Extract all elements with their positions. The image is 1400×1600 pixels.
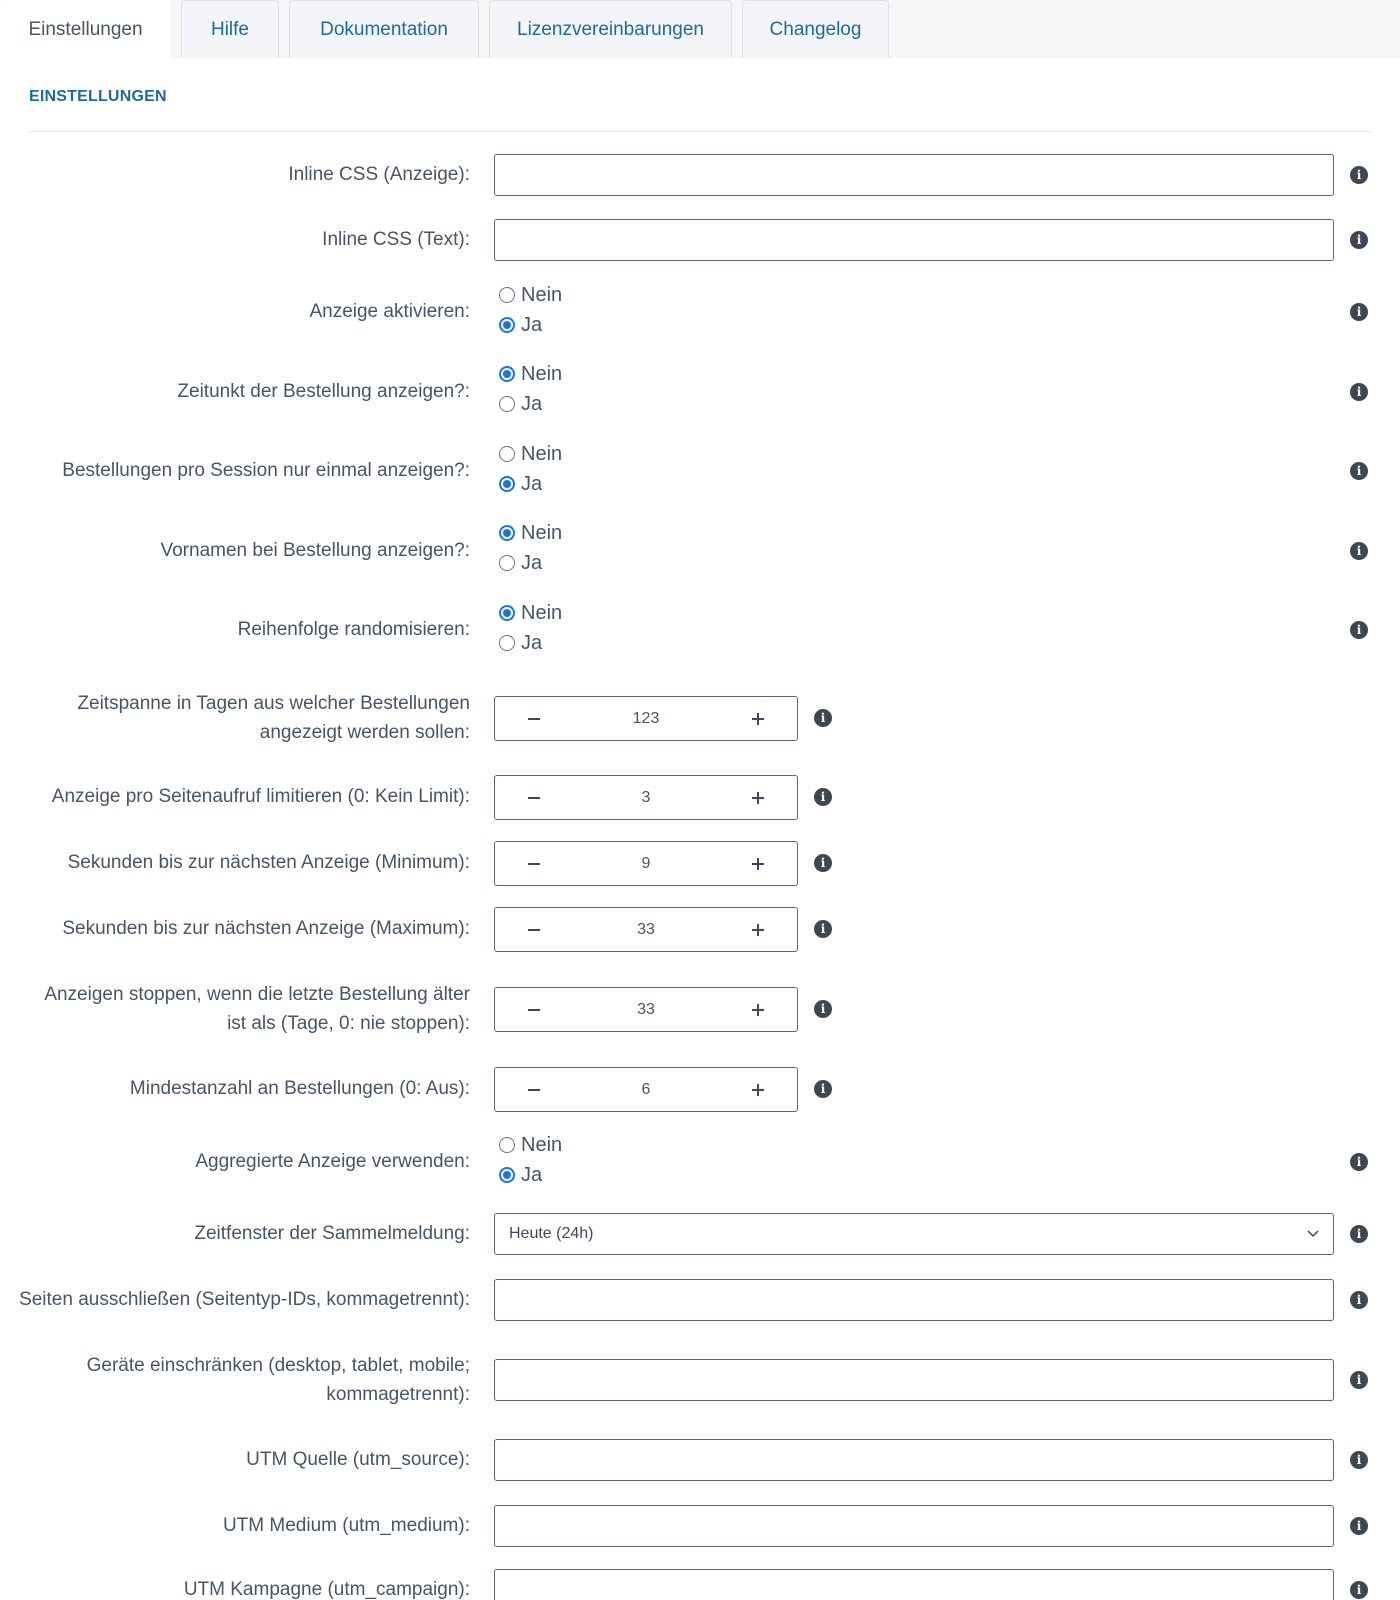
field-label: Anzeige pro Seitenaufruf limitieren (0: Kein Limit): bbox=[51, 786, 470, 807]
info-icon[interactable]: i bbox=[814, 854, 832, 872]
field-label: Zeitspanne in Tagen aus welcher Bestellungen angezeigt werden sollen: bbox=[77, 693, 470, 743]
stepper-value[interactable]: 9 bbox=[641, 854, 651, 872]
field-label: Reihenfolge randomisieren: bbox=[237, 619, 470, 640]
radio-group bbox=[499, 359, 562, 419]
plus-icon[interactable] bbox=[719, 776, 797, 819]
number-stepper bbox=[494, 987, 798, 1032]
field-label: Zeitunkt der Bestellung anzeigen?: bbox=[177, 381, 470, 402]
radio-button[interactable] bbox=[499, 555, 515, 571]
text-input[interactable] bbox=[494, 219, 1334, 261]
info-icon[interactable]: i bbox=[1350, 1451, 1368, 1469]
info-icon[interactable]: i bbox=[814, 1000, 832, 1018]
select-value: Heute (24h) bbox=[509, 1225, 594, 1242]
field-label: UTM Quelle (utm_source): bbox=[246, 1449, 470, 1470]
minus-icon[interactable] bbox=[495, 842, 573, 885]
number-stepper bbox=[494, 907, 798, 952]
text-input[interactable] bbox=[494, 154, 1334, 196]
info-icon[interactable]: i bbox=[1350, 1581, 1368, 1599]
radio-option-ja[interactable] bbox=[499, 310, 562, 340]
field-label: Anzeigen stoppen, wenn die letzte Bestellung älter ist als (Tage, 0: nie stoppen): bbox=[44, 984, 470, 1034]
radio-option-nein[interactable] bbox=[499, 518, 562, 548]
chevron-down-icon bbox=[1307, 1225, 1319, 1243]
stepper-value[interactable]: 123 bbox=[632, 709, 660, 727]
info-icon[interactable]: i bbox=[1350, 542, 1368, 560]
number-stepper bbox=[494, 1067, 798, 1112]
number-stepper bbox=[494, 841, 798, 886]
radio-group bbox=[499, 439, 562, 499]
field-label: Geräte einschränken (desktop, tablet, mobile; kommagetrennt): bbox=[86, 1355, 470, 1405]
number-stepper bbox=[494, 775, 798, 820]
minus-icon[interactable] bbox=[495, 908, 573, 951]
radio-label: Nein bbox=[521, 601, 563, 624]
radio-label: Ja bbox=[521, 472, 543, 495]
stepper-value[interactable]: 3 bbox=[641, 788, 651, 806]
timeframe-select[interactable] bbox=[494, 1213, 1334, 1255]
text-input[interactable] bbox=[494, 1505, 1334, 1547]
info-icon[interactable]: i bbox=[1350, 383, 1368, 401]
number-stepper bbox=[494, 696, 798, 741]
field-label: Aggregierte Anzeige verwenden: bbox=[195, 1151, 470, 1172]
radio-option-ja[interactable] bbox=[499, 389, 562, 419]
field-label: Anzeige aktivieren: bbox=[309, 301, 470, 322]
field-label: Mindestanzahl an Bestellungen (0: Aus): bbox=[129, 1078, 470, 1099]
info-icon[interactable]: i bbox=[814, 788, 832, 806]
field-label: Zeitfenster der Sammelmeldung: bbox=[194, 1223, 470, 1244]
radio-label: Ja bbox=[521, 551, 543, 574]
radio-option-nein[interactable] bbox=[499, 598, 562, 628]
stepper-value[interactable]: 6 bbox=[641, 1080, 651, 1098]
info-icon[interactable]: i bbox=[814, 920, 832, 938]
text-input[interactable] bbox=[494, 1569, 1334, 1600]
radio-button[interactable] bbox=[499, 1167, 515, 1183]
radio-label: Ja bbox=[521, 631, 543, 654]
radio-label: Ja bbox=[521, 392, 543, 415]
field-label: UTM Medium (utm_medium): bbox=[222, 1515, 470, 1536]
plus-icon[interactable] bbox=[719, 697, 797, 740]
minus-icon[interactable] bbox=[495, 776, 573, 819]
radio-option-nein[interactable] bbox=[499, 1130, 562, 1160]
tab-einstellungen[interactable]: Einstellungen bbox=[0, 0, 171, 58]
radio-group bbox=[499, 598, 562, 658]
radio-button[interactable] bbox=[499, 317, 515, 333]
section-divider bbox=[29, 131, 1371, 132]
radio-group bbox=[499, 518, 562, 578]
radio-label: Nein bbox=[521, 521, 563, 544]
info-icon[interactable]: i bbox=[1350, 231, 1368, 249]
radio-button[interactable] bbox=[499, 287, 515, 303]
tab-lizenzvereinbarungen[interactable]: Lizenzvereinbarungen bbox=[489, 0, 732, 58]
radio-button[interactable] bbox=[499, 635, 515, 651]
field-label: Seiten ausschließen (Seitentyp-IDs, kommagetrennt): bbox=[19, 1289, 470, 1310]
minus-icon[interactable] bbox=[495, 697, 573, 740]
field-label: Sekunden bis zur nächsten Anzeige (Minimum): bbox=[67, 852, 470, 873]
radio-option-ja[interactable] bbox=[499, 548, 562, 578]
radio-button[interactable] bbox=[499, 605, 515, 621]
tab-bar bbox=[0, 0, 1400, 58]
radio-option-nein[interactable] bbox=[499, 359, 562, 389]
text-input[interactable] bbox=[494, 1279, 1334, 1321]
section-title: EINSTELLUNGEN bbox=[29, 88, 167, 105]
info-icon[interactable]: i bbox=[814, 709, 832, 727]
field-label: Inline CSS (Anzeige): bbox=[288, 164, 470, 185]
radio-group bbox=[499, 1130, 562, 1190]
radio-button[interactable] bbox=[499, 476, 515, 492]
field-label: Bestellungen pro Session nur einmal anzeigen?: bbox=[62, 460, 470, 481]
text-input[interactable] bbox=[494, 1439, 1334, 1481]
info-icon[interactable]: i bbox=[1350, 303, 1368, 321]
radio-label: Ja bbox=[521, 313, 543, 336]
plus-icon[interactable] bbox=[719, 842, 797, 885]
plus-icon[interactable] bbox=[719, 988, 797, 1031]
radio-button[interactable] bbox=[499, 396, 515, 412]
minus-icon[interactable] bbox=[495, 1068, 573, 1111]
radio-button[interactable] bbox=[499, 525, 515, 541]
stepper-value[interactable]: 33 bbox=[637, 920, 655, 938]
minus-icon[interactable] bbox=[495, 988, 573, 1031]
tab-changelog[interactable]: Changelog bbox=[742, 0, 889, 58]
info-icon[interactable]: i bbox=[1350, 1371, 1368, 1389]
field-label: Sekunden bis zur nächsten Anzeige (Maximum): bbox=[62, 918, 470, 939]
tab-hilfe[interactable]: Hilfe bbox=[181, 0, 279, 58]
info-icon[interactable]: i bbox=[1350, 166, 1368, 184]
radio-label: Nein bbox=[521, 283, 563, 306]
info-icon[interactable]: i bbox=[1350, 1225, 1368, 1243]
plus-icon[interactable] bbox=[719, 1068, 797, 1111]
info-icon[interactable]: i bbox=[1350, 462, 1368, 480]
radio-option-nein[interactable] bbox=[499, 280, 562, 310]
radio-label: Ja bbox=[521, 1163, 543, 1186]
radio-button[interactable] bbox=[499, 366, 515, 382]
plus-icon[interactable] bbox=[719, 908, 797, 951]
radio-group bbox=[499, 280, 562, 340]
info-icon[interactable]: i bbox=[1350, 621, 1368, 639]
field-label: Inline CSS (Text): bbox=[322, 229, 470, 250]
info-icon[interactable]: i bbox=[814, 1080, 832, 1098]
radio-label: Nein bbox=[521, 1133, 563, 1156]
radio-button[interactable] bbox=[499, 1137, 515, 1153]
radio-option-ja[interactable] bbox=[499, 628, 562, 658]
radio-option-nein[interactable] bbox=[499, 439, 562, 469]
field-label: Vornamen bei Bestellung anzeigen?: bbox=[160, 540, 470, 561]
tab-dokumentation[interactable]: Dokumentation bbox=[289, 0, 479, 58]
text-input[interactable] bbox=[494, 1359, 1334, 1401]
radio-option-ja[interactable] bbox=[499, 1160, 562, 1190]
radio-button[interactable] bbox=[499, 446, 515, 462]
radio-option-ja[interactable] bbox=[499, 469, 562, 499]
stepper-value[interactable]: 33 bbox=[637, 1000, 655, 1018]
info-icon[interactable]: i bbox=[1350, 1153, 1368, 1171]
field-label: UTM Kampagne (utm_campaign): bbox=[183, 1579, 470, 1600]
radio-label: Nein bbox=[521, 362, 563, 385]
radio-label: Nein bbox=[521, 442, 563, 465]
info-icon[interactable]: i bbox=[1350, 1517, 1368, 1535]
info-icon[interactable]: i bbox=[1350, 1291, 1368, 1309]
